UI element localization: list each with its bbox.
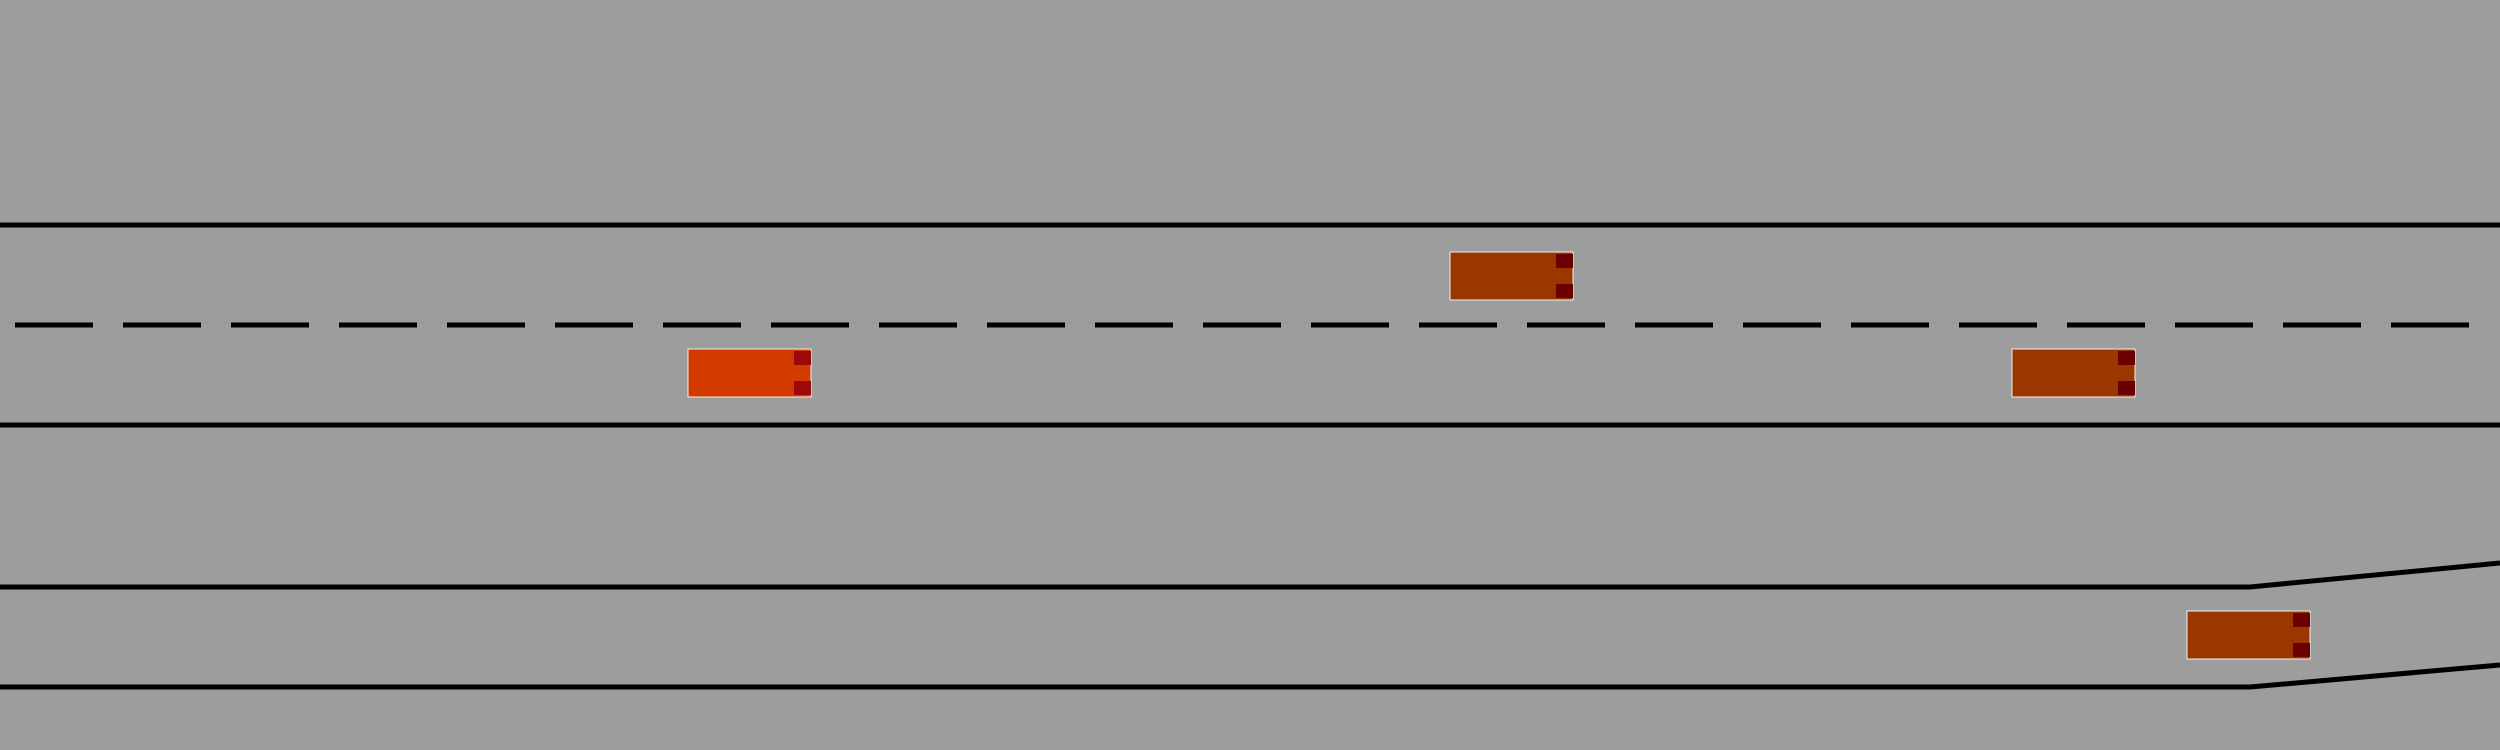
vehicle-body (1450, 252, 1573, 300)
vehicle-other-vehicle (1450, 252, 1573, 300)
vehicle-other-vehicle (2012, 349, 2135, 397)
vehicle-body (2187, 611, 2310, 659)
vehicle-front-light-right (2118, 381, 2135, 395)
vehicle-front-light-left (1556, 254, 1573, 268)
vehicle-body (688, 349, 811, 397)
vehicle-front-light-right (2293, 643, 2310, 657)
vehicle-front-light-left (2293, 613, 2310, 627)
vehicle-body (2012, 349, 2135, 397)
vehicle-front-light-left (794, 351, 811, 365)
vehicle-other-vehicle (2187, 611, 2310, 659)
vehicle-front-light-right (1556, 284, 1573, 298)
vehicle-ego-vehicle (688, 349, 811, 397)
vehicle-front-light-right (794, 381, 811, 395)
vehicle-front-light-left (2118, 351, 2135, 365)
